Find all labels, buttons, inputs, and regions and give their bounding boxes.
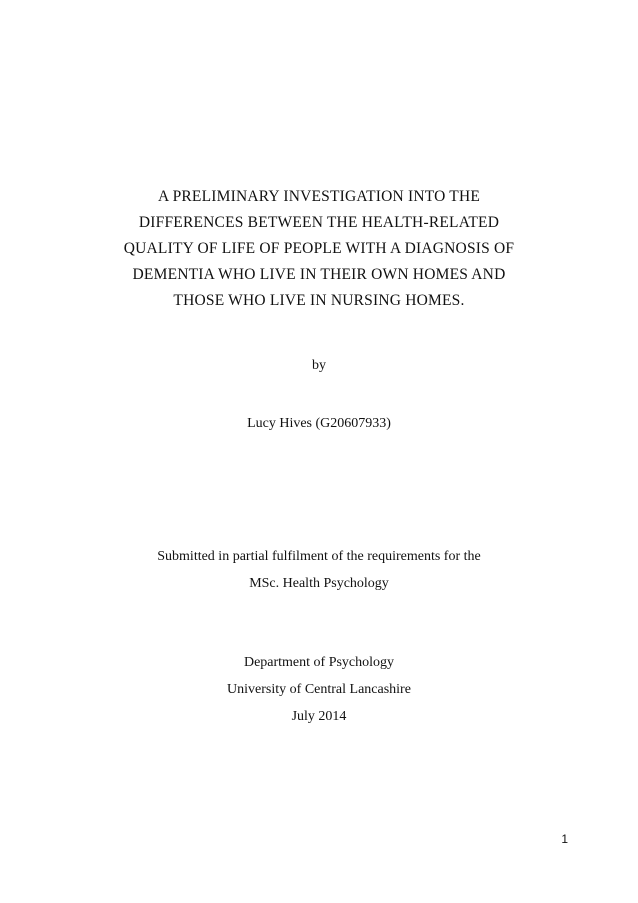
submission-statement: Submitted in partial fulfilment of the requirements for the [157,549,481,564]
title-line-2: DIFFERENCES BETWEEN THE HEALTH-RELATED [138,214,500,231]
department-name: Department of Psychology [243,655,395,670]
degree-name: MSc. Health Psychology [249,576,389,591]
submission-date: July 2014 [291,709,347,724]
title-line-3: QUALITY OF LIFE OF PEOPLE WITH A DIAGNOSIS OF [123,240,515,257]
by-label: by [312,358,326,373]
title-line-1: A PRELIMINARY INVESTIGATION INTO THE [157,188,481,205]
thesis-title [100,184,538,314]
title-line-4: DEMENTIA WHO LIVE IN THEIR OWN HOMES AND [132,266,506,283]
author-name: Lucy Hives (G20607933) [247,416,391,431]
title-line-5: THOSE WHO LIVE IN NURSING HOMES. [173,292,465,309]
university-name: University of Central Lancashire [227,682,411,697]
page-number: 1 [561,832,568,846]
